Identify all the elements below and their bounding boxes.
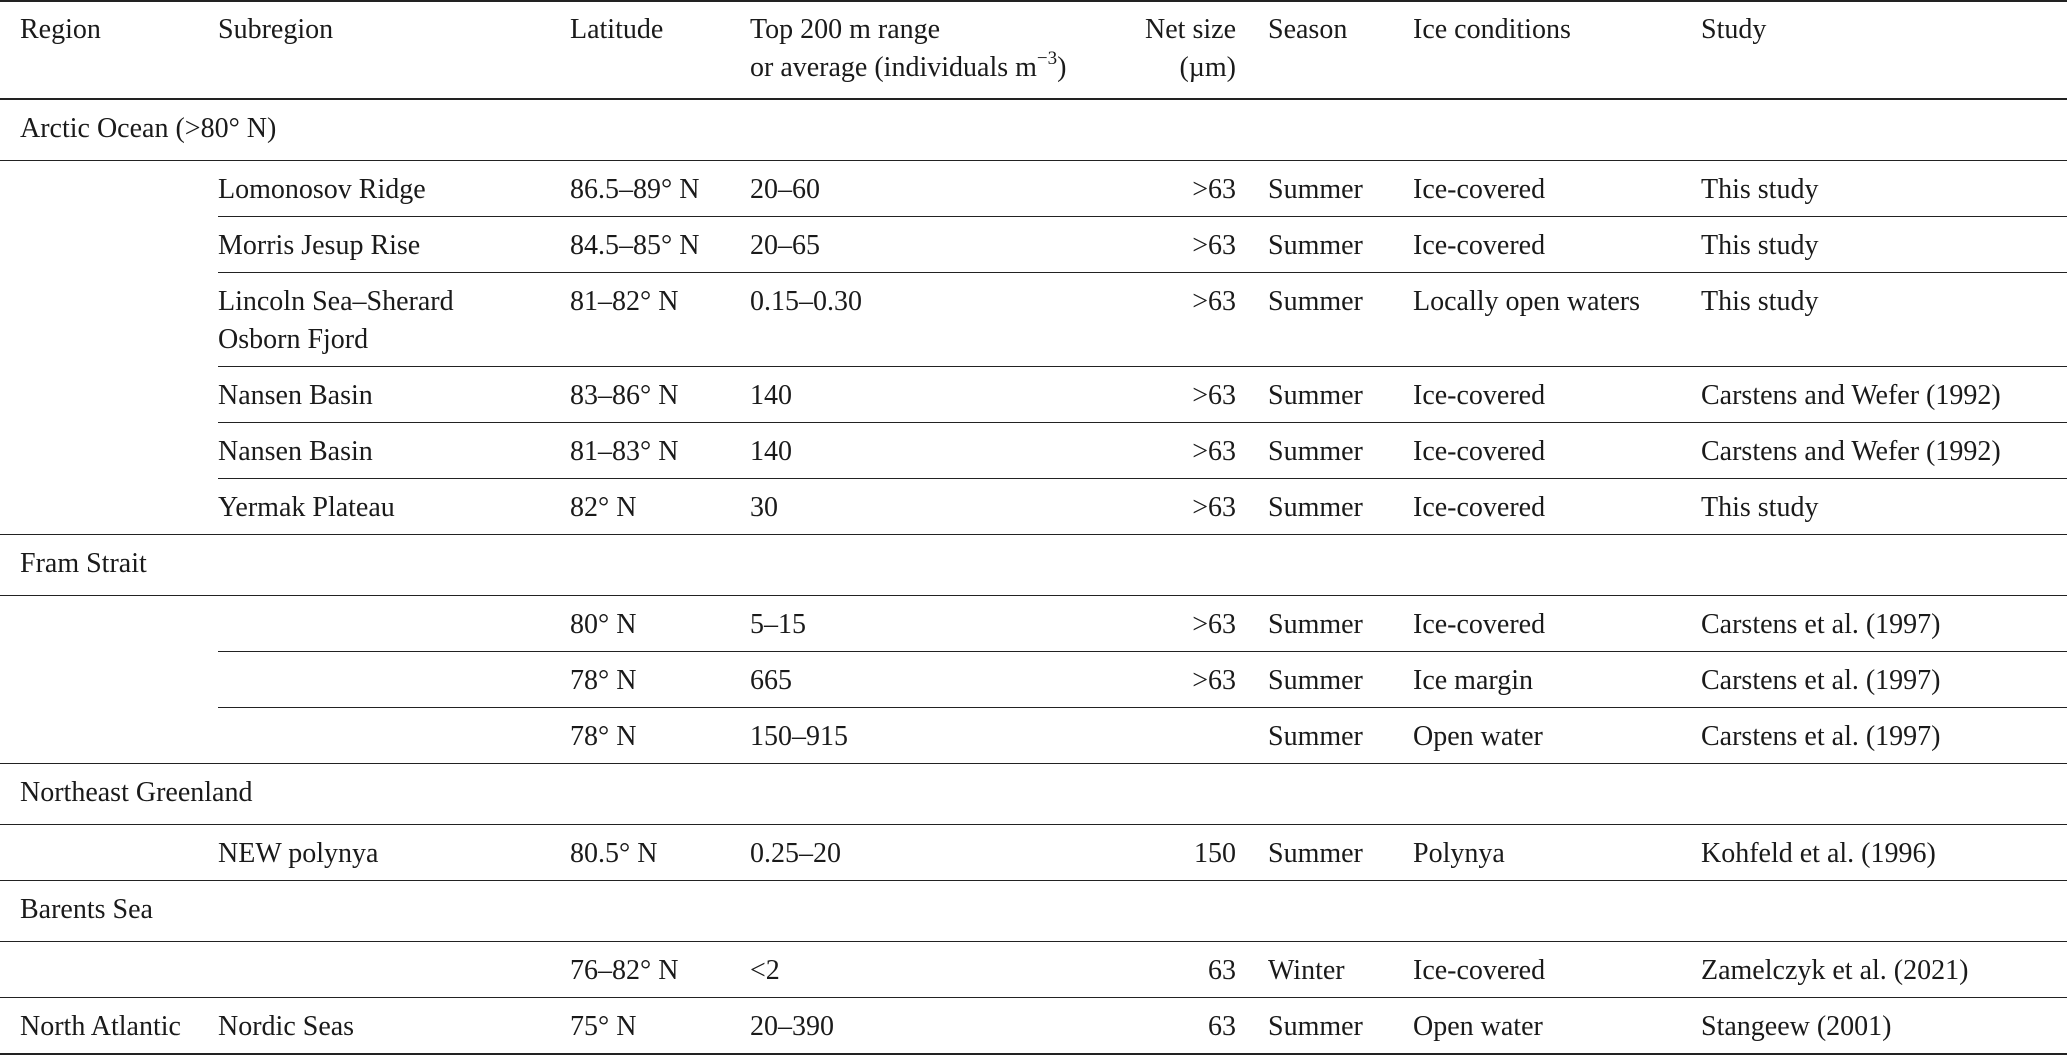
cell-subregion: Nordic Seas bbox=[218, 998, 570, 1055]
cell-subregion bbox=[218, 652, 570, 708]
cell-season: Summer bbox=[1268, 217, 1413, 273]
table-row bbox=[0, 998, 2067, 1055]
cell-latitude: 81–83° N bbox=[570, 423, 750, 479]
section-title: Fram Strait bbox=[0, 535, 2067, 596]
cell-latitude: 86.5–89° N bbox=[570, 161, 750, 217]
cell-study: This study bbox=[1701, 479, 2067, 535]
cell-region bbox=[0, 273, 218, 367]
cell-range: 5–15 bbox=[750, 596, 1088, 652]
cell-region bbox=[0, 479, 218, 535]
cell-study: Carstens and Wefer (1992) bbox=[1701, 367, 2067, 423]
cell-region bbox=[0, 942, 218, 998]
cell-net-size: >63 bbox=[1088, 161, 1268, 217]
cell-range: 20–390 bbox=[750, 998, 1088, 1055]
cell-region bbox=[0, 217, 218, 273]
table-row bbox=[0, 652, 2067, 708]
cell-latitude: 82° N bbox=[570, 479, 750, 535]
cell-study: Kohfeld et al. (1996) bbox=[1701, 825, 2067, 881]
col-header-region: Region bbox=[0, 1, 218, 99]
cell-season: Summer bbox=[1268, 367, 1413, 423]
table-body bbox=[0, 99, 2067, 1054]
table-row bbox=[0, 708, 2067, 764]
cell-range: 20–60 bbox=[750, 161, 1088, 217]
cell-subregion bbox=[218, 708, 570, 764]
col-header-season: Season bbox=[1268, 1, 1413, 99]
cell-study: This study bbox=[1701, 273, 2067, 367]
cell-range: 0.25–20 bbox=[750, 825, 1088, 881]
cell-region bbox=[0, 708, 218, 764]
section-header-row bbox=[0, 764, 2067, 825]
cell-region bbox=[0, 652, 218, 708]
cell-ice: Ice-covered bbox=[1413, 367, 1701, 423]
cell-ice: Ice-covered bbox=[1413, 161, 1701, 217]
cell-ice: Ice-covered bbox=[1413, 942, 1701, 998]
cell-study: This study bbox=[1701, 161, 2067, 217]
section-title: Arctic Ocean (>80° N) bbox=[20, 113, 277, 144]
cell-range: 140 bbox=[750, 367, 1088, 423]
cell-latitude: 83–86° N bbox=[570, 367, 750, 423]
cell-study: Stangeew (2001) bbox=[1701, 998, 2067, 1055]
cell-net-size: >63 bbox=[1088, 479, 1268, 535]
cell-net-size: >63 bbox=[1088, 596, 1268, 652]
cell-subregion bbox=[218, 942, 570, 998]
table-row bbox=[0, 423, 2067, 479]
cell-region bbox=[0, 367, 218, 423]
cell-net-size: >63 bbox=[1088, 423, 1268, 479]
cell-range: 140 bbox=[750, 423, 1088, 479]
cell-season: Summer bbox=[1268, 423, 1413, 479]
cell-subregion: Yermak Plateau bbox=[218, 479, 570, 535]
cell-subregion: Lomonosov Ridge bbox=[218, 161, 570, 217]
section-title: Barents Sea bbox=[0, 881, 2067, 942]
cell-subregion: Morris Jesup Rise bbox=[218, 217, 570, 273]
range-header-line1: Top 200 m range bbox=[750, 14, 941, 45]
cell-latitude: 75° N bbox=[570, 998, 750, 1055]
cell-region bbox=[0, 161, 218, 217]
cell-subregion: Lincoln Sea–Sherard Osborn Fjord bbox=[218, 273, 570, 367]
cell-ice: Ice-covered bbox=[1413, 423, 1701, 479]
table-row bbox=[0, 161, 2067, 217]
cell-season: Summer bbox=[1268, 652, 1413, 708]
cell-latitude: 78° N bbox=[570, 652, 750, 708]
cell-net-size: >63 bbox=[1088, 367, 1268, 423]
cell-region: North Atlantic bbox=[0, 998, 218, 1055]
section-header-row bbox=[0, 99, 2067, 161]
cell-ice: Open water bbox=[1413, 998, 1701, 1055]
cell-region bbox=[0, 596, 218, 652]
table-row bbox=[0, 217, 2067, 273]
cell-study: Zamelczyk et al. (2021) bbox=[1701, 942, 2067, 998]
cell-net-size: 63 bbox=[1088, 998, 1268, 1055]
cell-ice: Locally open waters bbox=[1413, 273, 1701, 367]
table-row bbox=[0, 942, 2067, 998]
cell-region bbox=[0, 825, 218, 881]
cell-range: 30 bbox=[750, 479, 1088, 535]
col-header-latitude: Latitude bbox=[570, 1, 750, 99]
table-row bbox=[0, 273, 2067, 367]
cell-latitude: 80° N bbox=[570, 596, 750, 652]
cell-ice: Ice-covered bbox=[1413, 479, 1701, 535]
cell-net-size: >63 bbox=[1088, 652, 1268, 708]
table-row bbox=[0, 596, 2067, 652]
cell-subregion bbox=[218, 596, 570, 652]
net-header-line2: (µm) bbox=[1179, 52, 1236, 83]
cell-study: Carstens et al. (1997) bbox=[1701, 708, 2067, 764]
cell-net-size: 150 bbox=[1088, 825, 1268, 881]
net-header-line1: Net size bbox=[1145, 14, 1236, 45]
cell-range: 150–915 bbox=[750, 708, 1088, 764]
table-row bbox=[0, 367, 2067, 423]
col-header-range bbox=[750, 1, 1088, 99]
cell-study: Carstens et al. (1997) bbox=[1701, 596, 2067, 652]
cell-season: Summer bbox=[1268, 708, 1413, 764]
cell-study: Carstens and Wefer (1992) bbox=[1701, 423, 2067, 479]
table-row bbox=[0, 825, 2067, 881]
section-title: Northeast Greenland bbox=[0, 764, 2067, 825]
cell-season: Summer bbox=[1268, 998, 1413, 1055]
cell-net-size: >63 bbox=[1088, 217, 1268, 273]
cell-net-size bbox=[1088, 708, 1268, 764]
cell-latitude: 76–82° N bbox=[570, 942, 750, 998]
cell-season: Summer bbox=[1268, 596, 1413, 652]
range-header-close: ) bbox=[1057, 52, 1067, 83]
col-header-net-size bbox=[1088, 1, 1268, 99]
cell-net-size: >63 bbox=[1088, 273, 1268, 367]
cell-latitude: 81–82° N bbox=[570, 273, 750, 367]
cell-region bbox=[0, 423, 218, 479]
col-header-subregion: Subregion bbox=[218, 1, 570, 99]
table-row bbox=[0, 479, 2067, 535]
col-header-ice: Ice conditions bbox=[1413, 1, 1701, 99]
cell-ice: Ice margin bbox=[1413, 652, 1701, 708]
range-header-line2: or average (individuals m bbox=[750, 52, 1037, 83]
section-header-row bbox=[0, 881, 2067, 942]
cell-range: 0.15–0.30 bbox=[750, 273, 1088, 367]
cell-range: <2 bbox=[750, 942, 1088, 998]
range-header-exponent: −3 bbox=[1036, 47, 1058, 69]
cell-ice: Ice-covered bbox=[1413, 596, 1701, 652]
cell-range: 20–65 bbox=[750, 217, 1088, 273]
section-header-row bbox=[0, 535, 2067, 596]
cell-subregion: NEW polynya bbox=[218, 825, 570, 881]
cell-season: Summer bbox=[1268, 161, 1413, 217]
cell-latitude: 84.5–85° N bbox=[570, 217, 750, 273]
cell-latitude: 78° N bbox=[570, 708, 750, 764]
cell-season: Summer bbox=[1268, 479, 1413, 535]
cell-study: This study bbox=[1701, 217, 2067, 273]
cell-subregion: Nansen Basin bbox=[218, 367, 570, 423]
cell-ice: Polynya bbox=[1413, 825, 1701, 881]
cell-latitude: 80.5° N bbox=[570, 825, 750, 881]
cell-ice: Ice-covered bbox=[1413, 217, 1701, 273]
cell-net-size: 63 bbox=[1088, 942, 1268, 998]
cell-ice: Open water bbox=[1413, 708, 1701, 764]
cell-season: Summer bbox=[1268, 273, 1413, 367]
cell-season: Summer bbox=[1268, 825, 1413, 881]
cell-range: 665 bbox=[750, 652, 1088, 708]
cell-season: Winter bbox=[1268, 942, 1413, 998]
cell-subregion: Nansen Basin bbox=[218, 423, 570, 479]
header-row bbox=[0, 1, 2067, 99]
cell-study: Carstens et al. (1997) bbox=[1701, 652, 2067, 708]
col-header-study: Study bbox=[1701, 1, 2067, 99]
